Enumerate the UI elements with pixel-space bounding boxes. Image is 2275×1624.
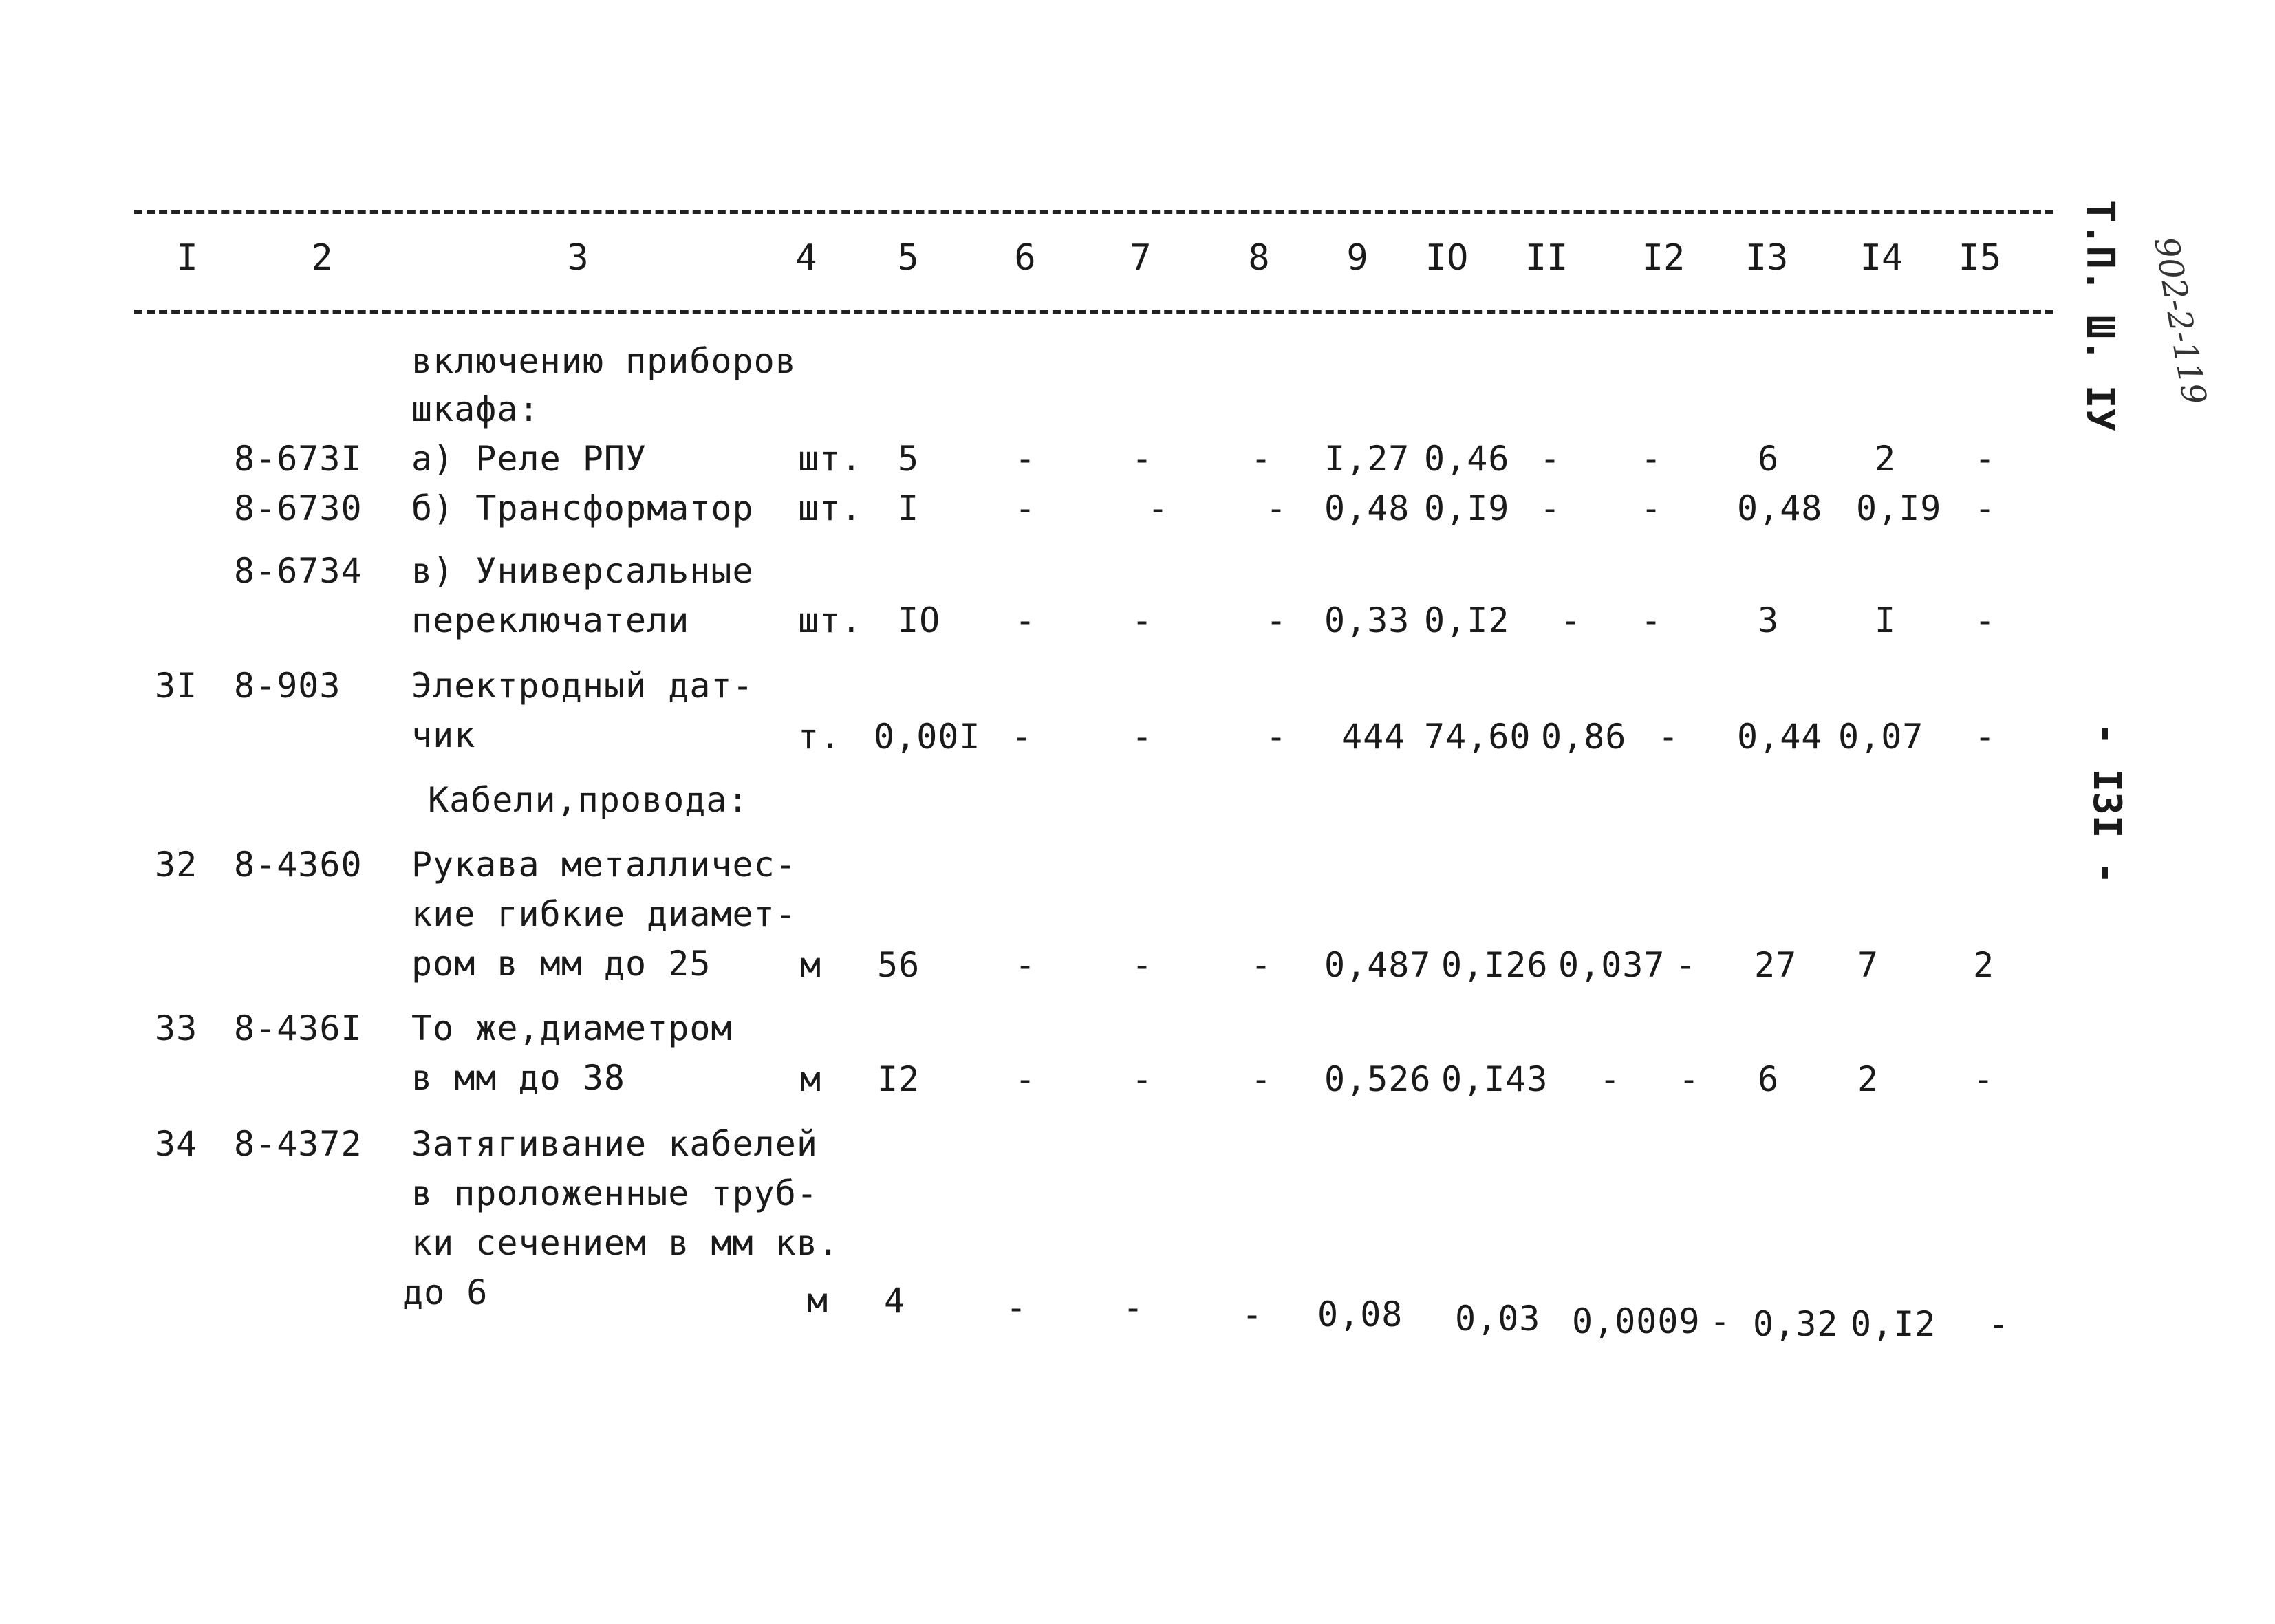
row-name-line: до 6 — [402, 1273, 488, 1312]
row-number: 3I — [155, 666, 198, 706]
row-c14: 0,07 — [1838, 717, 1924, 757]
row-qty: IO — [898, 600, 941, 640]
row-c8: - — [1266, 717, 1288, 757]
row-c10: 74,60 — [1424, 717, 1531, 757]
row-c12: - — [1641, 488, 1663, 528]
row-qty: 5 — [898, 439, 920, 479]
col-header-14: I4 — [1859, 237, 1904, 279]
row-c10: 0,I26 — [1441, 945, 1549, 985]
row-c7: - — [1132, 600, 1154, 640]
row-c13: 6 — [1758, 439, 1780, 479]
row-c14: 7 — [1857, 945, 1879, 985]
row-name-line: чик — [411, 715, 476, 755]
row-c11: 0,86 — [1541, 717, 1627, 757]
col-header-13: I3 — [1745, 237, 1789, 279]
row-c13: 0,44 — [1737, 717, 1823, 757]
row-unit: т. — [798, 717, 841, 757]
row-name-line: в) Универсальные — [411, 551, 754, 591]
row-c12: - — [1641, 600, 1663, 640]
col-header-6: 6 — [1014, 237, 1036, 279]
row-c9: 0,487 — [1324, 945, 1432, 985]
row-unit: м — [807, 1281, 829, 1321]
row-c14: 2 — [1875, 439, 1897, 479]
col-header-4: 4 — [795, 237, 817, 279]
row-name-line: Электродный дат- — [411, 666, 754, 706]
row-name-line: шкафа: — [411, 389, 540, 429]
row-c13: 0,48 — [1737, 488, 1823, 528]
row-c6: - — [1015, 945, 1037, 985]
row-number: 32 — [155, 845, 198, 885]
row-c13: 27 — [1754, 945, 1798, 985]
row-c7: - — [1132, 439, 1154, 479]
row-code: 8-436I — [234, 1008, 363, 1048]
row-c7: - — [1132, 1059, 1154, 1099]
row-name-line: То же,диаметром — [411, 1008, 733, 1048]
row-qty: I2 — [877, 1059, 920, 1099]
row-code: 8-6730 — [234, 488, 363, 528]
row-number: 33 — [155, 1008, 198, 1048]
row-name-line: ки сечением в мм кв. — [411, 1223, 840, 1263]
row-c11: - — [1540, 488, 1562, 528]
col-header-5: 5 — [897, 237, 919, 279]
section-label: Кабели,провода: — [428, 780, 749, 820]
col-header-3: 3 — [567, 237, 589, 279]
row-c7: - — [1147, 488, 1169, 528]
row-c15: - — [1974, 717, 1996, 757]
row-c10: 0,I43 — [1441, 1059, 1549, 1099]
row-c6: - — [1015, 488, 1037, 528]
header-bottom-rule — [134, 310, 2053, 314]
row-name-line: в проложенные труб- — [411, 1173, 818, 1213]
row-c6: - — [1006, 1288, 1028, 1328]
col-header-8: 8 — [1248, 237, 1270, 279]
row-c9: 0,08 — [1317, 1295, 1403, 1334]
col-header-11: II — [1524, 237, 1568, 279]
row-c6: - — [1015, 1059, 1037, 1099]
row-code: 8-4360 — [234, 845, 363, 885]
row-c14: I — [1875, 600, 1897, 640]
row-qty: 56 — [877, 945, 920, 985]
row-c10: 0,03 — [1455, 1299, 1541, 1339]
row-c8: - — [1251, 1059, 1273, 1099]
col-header-10: IO — [1425, 237, 1469, 279]
col-header-1: I — [176, 237, 198, 279]
row-c10: 0,I2 — [1424, 600, 1510, 640]
row-c8: - — [1251, 439, 1273, 479]
row-c7: - — [1123, 1288, 1145, 1328]
row-c12: - — [1679, 1059, 1701, 1099]
row-unit: шт. — [798, 600, 863, 640]
row-c9: 0,33 — [1324, 600, 1410, 640]
row-c11: 0,037 — [1558, 945, 1665, 985]
row-c13: 0,32 — [1753, 1304, 1839, 1344]
row-qty: 4 — [884, 1281, 906, 1321]
row-c15: - — [1974, 488, 1996, 528]
row-name-line: в мм до 38 — [411, 1058, 626, 1098]
row-c15: - — [1974, 600, 1996, 640]
handwritten-note-vertical: 902-2-119 — [2146, 234, 2214, 408]
row-c7: - — [1132, 945, 1154, 985]
row-code: 8-6734 — [234, 551, 363, 591]
row-c11: - — [1599, 1059, 1621, 1099]
row-c9: 0,48 — [1324, 488, 1410, 528]
row-name-line: Затягивание кабелей — [411, 1124, 818, 1164]
row-code: 8-903 — [234, 666, 341, 706]
row-c12: - — [1658, 717, 1680, 757]
row-c6: - — [1015, 600, 1037, 640]
row-c9: 0,526 — [1324, 1059, 1432, 1099]
row-c14: 2 — [1857, 1059, 1879, 1099]
row-c11: 0,0009 — [1572, 1301, 1701, 1341]
row-c8: - — [1266, 488, 1288, 528]
row-c8: - — [1251, 945, 1273, 985]
row-number: 34 — [155, 1124, 198, 1164]
row-c6: - — [1011, 717, 1033, 757]
row-c10: 0,I9 — [1424, 488, 1510, 528]
row-c14: 0,I9 — [1856, 488, 1942, 528]
row-name-line: переключатели — [411, 600, 690, 640]
header-top-rule — [134, 210, 2053, 214]
row-code: 8-4372 — [234, 1124, 363, 1164]
row-c11: - — [1560, 600, 1582, 640]
col-header-12: I2 — [1641, 237, 1685, 279]
row-c7: - — [1132, 717, 1154, 757]
page-number-vertical: - I3I - — [2084, 722, 2129, 885]
row-c15: 2 — [1973, 945, 1995, 985]
row-c6: - — [1015, 439, 1037, 479]
row-unit: шт. — [798, 488, 863, 528]
col-header-9: 9 — [1346, 237, 1368, 279]
row-qty: 0,00I — [874, 717, 981, 757]
row-name-line: а) Реле РПУ — [411, 439, 647, 479]
row-name-line: Рукава металличес- — [411, 845, 797, 885]
row-name-line: б) Трансформатор — [411, 488, 754, 528]
row-c14: 0,I2 — [1851, 1304, 1937, 1344]
row-c12: - — [1641, 439, 1663, 479]
row-c9: 444 — [1341, 717, 1406, 757]
row-c8: - — [1242, 1295, 1264, 1334]
row-c12: - — [1675, 945, 1697, 985]
col-header-2: 2 — [311, 237, 333, 279]
row-unit: м — [800, 945, 822, 985]
col-header-15: I5 — [1958, 237, 2002, 279]
row-c12: - — [1710, 1301, 1732, 1341]
row-name-line: ром в мм до 25 — [411, 944, 711, 984]
row-c9: I,27 — [1324, 439, 1410, 479]
row-name-line: кие гибкие диамет- — [411, 894, 797, 934]
row-c15: - — [1974, 439, 1996, 479]
document-code-vertical: Т.П. Ш. IУ — [2078, 199, 2122, 432]
row-c10: 0,46 — [1424, 439, 1510, 479]
row-unit: шт. — [798, 439, 863, 479]
col-header-7: 7 — [1130, 237, 1152, 279]
row-c8: - — [1266, 600, 1288, 640]
row-unit: м — [800, 1059, 822, 1099]
row-qty: I — [898, 488, 920, 528]
row-c13: 3 — [1758, 600, 1780, 640]
row-c15: - — [1973, 1059, 1995, 1099]
row-c13: 6 — [1758, 1059, 1780, 1099]
row-name-line: включению приборов — [411, 341, 797, 381]
row-c11: - — [1540, 439, 1562, 479]
row-c15: - — [1988, 1304, 2010, 1344]
row-code: 8-673I — [234, 439, 363, 479]
